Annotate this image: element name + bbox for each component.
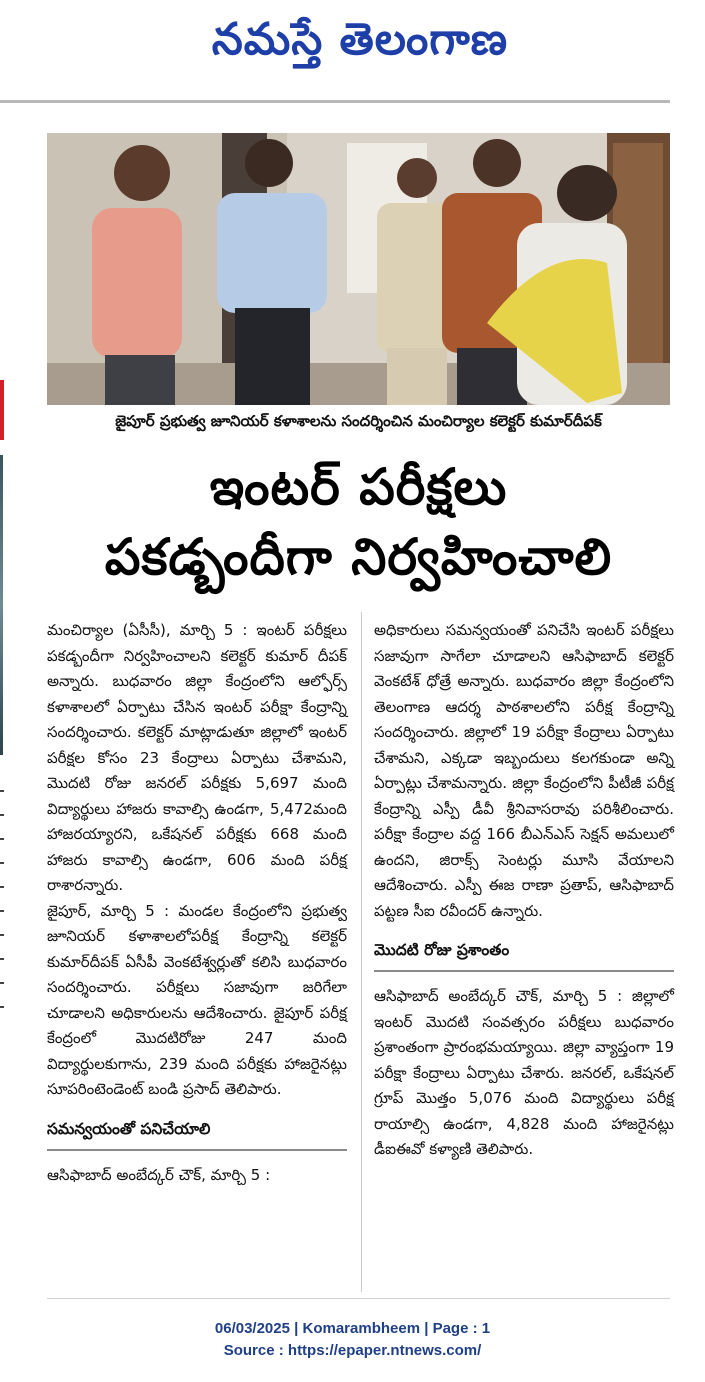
body-paragraph: జైపూర్, మార్చి 5 : మండల కేంద్రంలోని ప్రభుత్వ జూనియర్ కళాశాలలోపరీక్ష కేంద్రాన్ని కలెక్టర్ కుమార్‌దీపక్ ఏసీపీ వెంకటేశ్వర్లుతో కలిసి బుధవారం సందర్శించారు. పరీక్షలు సజావుగా జరిగేలా చూడాలని అధికారులను ఆదేశించారు. జైపూర్ పరీక్ష కేంద్రంలో మొదటిరోజు 247 మంది విద్యార్థులకుగాను, 239 మంది పరీక్షకు హాజరైనట్లు సూపరింటెండెంట్ బండి ప్రసాద్ తెలిపారు. bbox=[47, 901, 347, 1098]
photo-caption: జైపూర్ ప్రభుత్వ జూనియర్ కళాశాలను సందర్శించిన మంచిర్యాల కలెక్టర్ కుమార్‌దీపక్ bbox=[115, 412, 602, 430]
article-headline bbox=[47, 452, 670, 592]
section-subheading: సమన్వయంతో పనిచేయాలి bbox=[47, 1117, 347, 1151]
adjacent-page-edge-image bbox=[0, 455, 3, 755]
body-paragraph: ఆసిఫాబాద్ అంబేద్కర్ చౌక్, మార్చి 5 : bbox=[47, 1165, 271, 1184]
article-column-right bbox=[374, 618, 674, 1163]
section-subheading: మొదటి రోజు ప్రశాంతం bbox=[374, 938, 674, 972]
source-link[interactable]: Source : https://epaper.ntnews.com/ bbox=[223, 1342, 482, 1359]
page-bottom-divider bbox=[47, 1298, 670, 1299]
body-paragraph: అధికారులు సమన్వయంతో పనిచేసి ఇంటర్ పరీక్షలు సజావుగా సాగేలా చూడాలని ఆసిఫాబాద్ కలెక్టర్ వెంకటేశ్ ధోత్రే అన్నారు. బుధవారం జిల్లా కేంద్రంలోని తెలంగాణ ఆదర్శ పాఠశాలలోని పరీక్ష కేంద్రాన్ని సందర్శించారు. జిల్లాలో 19 పరీక్షా కేంద్రాలు ఏర్పాటు చేశామని, ఎక్కడా ఇబ్బందులు కలగకుండా అన్ని ఏర్పాట్లు చేశామన్నారు. జిల్లా కేంద్రంలోని పీటీజీ పరీక్ష కేంద్రాన్ని ఎస్పీ డీవీ శ్రీనివాసరావు పరిశీలించారు. పరీక్షా కేంద్రాల వద్ద 166 బీఎన్ఎస్ సెక్షన్ అమలులో ఉందని, జిరాక్స్ సెంటర్లు మూసి వేయాలని ఆదేశించారు. ఎస్పీ ఈజ రాణా ప్రతాప్, ఆసిఫాబాద్ పట్టణ సీఐ రవీందర్ ఉన్నారు. bbox=[374, 621, 674, 920]
newspaper-logo: నమస్తే తెలంగాణ bbox=[211, 14, 509, 65]
page-footer bbox=[0, 1318, 705, 1362]
headline-line-1: ఇంటర్ పరీక్షలు bbox=[209, 458, 508, 516]
masthead bbox=[0, 0, 705, 100]
body-paragraph: మంచిర్యాల (ఏసీసీ), మార్చి 5 : ఇంటర్ పరీక్షలు పకడ్బందీగా నిర్వహించాలని కలెక్టర్ కుమార్ దీపక్ అన్నారు. బుధవారం జిల్లా కేంద్రంలోని ఆల్ఫోర్స్ కళాశాలలో ఏర్పాటు చేసిన ఇంటర్ పరీక్షా కేంద్రాన్ని సందర్శించారు. కలెక్టర్ మాట్లాడుతూ జిల్లాలో ఇంటర్ పరీక్షల కోసం 23 కేంద్రాలు ఏర్పాటు చేశామని, మొదటి రోజు జనరల్ పరీక్షకు 5,697 మంది విద్యార్థులు హాజరు కావాల్సి ఉండగా, 5,472మంది హాజరయ్యారని, ఒకేషనల్ పరీక్షకు 668 మంది హాజరు కావాల్సి ఉండగా, 606 మంది పరీక్ష రాశారన్నారు. bbox=[47, 621, 347, 894]
body-paragraph: ఆసిఫాబాద్ అంబేద్కర్ చౌక్, మార్చి 5 : జిల్లాలో ఇంటర్ మొదటి సంవత్సరం పరీక్షలు బుధవారం ప్రశాంతంగా ప్రారంభమయ్యాయి. జిల్లా వ్యాప్తంగా 19 పరీక్షా కేంద్రాలు ఏర్పాటు చేశారు. జనరల్, ఒకేషనల్ గ్రూప్ మొత్తం 5,076 మంది విద్యార్థులు పరీక్ష రాయాల్సి ఉండగా, 4,828 మంది హాజరైనట్లు డీఐఈవో కళ్యాణి తెలిపారు. bbox=[374, 987, 674, 1158]
news-photo-illustration bbox=[47, 133, 670, 405]
article-column-left bbox=[47, 618, 347, 1188]
masthead-divider bbox=[0, 100, 670, 103]
edition-info: 06/03/2025 | Komarambheem | Page : 1 bbox=[214, 1320, 491, 1337]
news-photo bbox=[47, 133, 670, 405]
adjacent-page-edge-red bbox=[0, 380, 4, 440]
headline-line-2: పకడ్బందీగా నిర్వహించాలి bbox=[104, 528, 613, 586]
adjacent-page-text-edge bbox=[0, 790, 6, 1030]
column-divider bbox=[361, 612, 362, 1292]
